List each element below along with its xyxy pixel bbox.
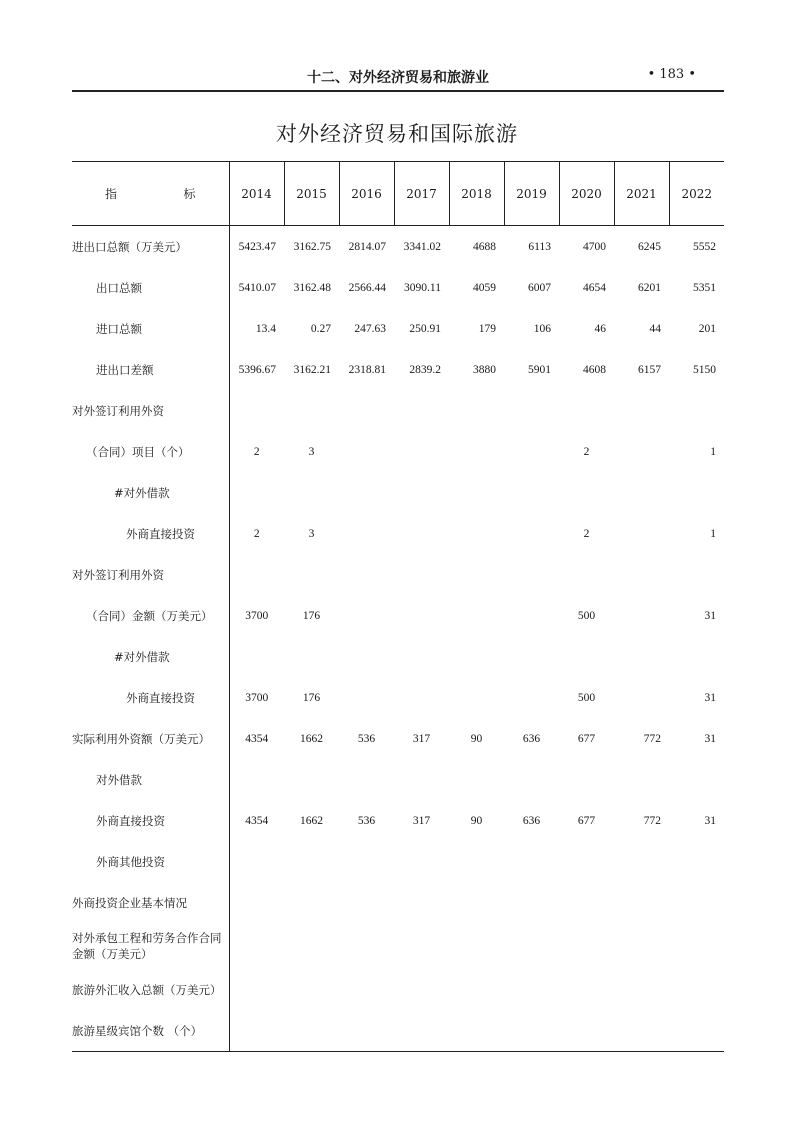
value-cell: [229, 472, 284, 513]
value-cell: [669, 841, 724, 882]
value-cell: 500: [577, 609, 596, 622]
value-cell: 3700: [245, 691, 269, 704]
value-cell: [669, 969, 724, 1010]
row-label: #对外借款: [72, 472, 229, 513]
value-cell: [284, 636, 339, 677]
value-cell: 0.27: [310, 322, 331, 335]
value-cell: [339, 969, 394, 1010]
value-cell: 4354: [245, 732, 269, 745]
value-cell: [669, 472, 724, 513]
value-cell: [394, 595, 449, 636]
value-cell: [394, 1010, 449, 1052]
value-cell: [284, 969, 339, 1010]
row-label: （合同）项目（个）: [72, 431, 229, 472]
value-cell: [339, 677, 394, 718]
value-cell: 3090.11: [404, 281, 441, 294]
value-cell: 6113: [528, 240, 551, 253]
value-cell: [504, 969, 559, 1010]
value-cell: 31: [704, 691, 716, 704]
value-cell: [504, 431, 559, 472]
table-row: [72, 554, 724, 595]
row-label: 外商直接投资: [72, 800, 229, 841]
value-cell: [394, 390, 449, 431]
value-cell: 6157: [638, 363, 661, 376]
value-cell: 44: [649, 322, 661, 335]
value-cell: [284, 472, 339, 513]
value-cell: [614, 759, 669, 800]
value-cell: 179: [478, 322, 496, 335]
value-cell: [449, 1010, 504, 1052]
value-cell: 31: [704, 609, 716, 622]
value-cell: [394, 431, 449, 472]
value-cell: 3880: [473, 363, 496, 376]
year-header: 2019: [504, 162, 559, 226]
row-label: 进出口总额（万美元）: [72, 226, 229, 268]
value-cell: [559, 882, 614, 923]
value-cell: [284, 390, 339, 431]
value-cell: [229, 554, 284, 595]
table-row: [72, 841, 724, 882]
value-cell: [559, 759, 614, 800]
table-row: [72, 472, 724, 513]
table-row: [72, 595, 724, 636]
row-label: 外商投资企业基本情况: [72, 882, 229, 923]
value-cell: 4654: [583, 281, 606, 294]
value-cell: [339, 595, 394, 636]
value-cell: [504, 636, 559, 677]
row-label: #对外借款: [72, 636, 229, 677]
document-title: 对外经济贸易和国际旅游: [276, 122, 518, 146]
value-cell: [669, 759, 724, 800]
value-cell: [669, 390, 724, 431]
table-body: [72, 226, 724, 1052]
table-row: [72, 1010, 724, 1052]
value-cell: [449, 677, 504, 718]
value-cell: 536: [357, 732, 376, 745]
row-label: 对外承包工程和劳务合作合同金额（万美元）: [72, 923, 229, 969]
value-cell: 5351: [693, 281, 716, 294]
value-cell: [614, 969, 669, 1010]
value-cell: [504, 882, 559, 923]
value-cell: [504, 513, 559, 554]
value-cell: 317: [412, 814, 431, 827]
value-cell: 3: [308, 445, 315, 458]
value-cell: [614, 554, 669, 595]
row-label: 旅游外汇收入总额（万美元）: [72, 969, 229, 1010]
value-cell: [339, 841, 394, 882]
value-cell: [339, 431, 394, 472]
table-row: [72, 969, 724, 1010]
value-cell: [229, 1010, 284, 1052]
value-cell: 2814.07: [348, 240, 386, 253]
value-cell: [504, 472, 559, 513]
value-cell: [614, 882, 669, 923]
value-cell: [284, 841, 339, 882]
value-cell: 4354: [245, 814, 269, 827]
table-row: [72, 636, 724, 677]
value-cell: 250.91: [409, 322, 441, 335]
value-cell: [394, 554, 449, 595]
value-cell: 4688: [473, 240, 496, 253]
value-cell: [559, 472, 614, 513]
value-cell: [394, 759, 449, 800]
value-cell: [559, 923, 614, 969]
value-cell: [284, 1010, 339, 1052]
table-row: [72, 677, 724, 718]
value-cell: 500: [577, 691, 596, 704]
value-cell: 46: [594, 322, 606, 335]
table-header-row: [72, 162, 724, 226]
value-cell: [504, 923, 559, 969]
table-row: [72, 923, 724, 969]
value-cell: 636: [522, 732, 541, 745]
value-cell: [614, 841, 669, 882]
table-row: [72, 882, 724, 923]
value-cell: [449, 923, 504, 969]
value-cell: 5410.07: [238, 281, 276, 294]
value-cell: [504, 1010, 559, 1052]
table-row: [72, 513, 724, 554]
trade-tourism-table: [72, 161, 724, 1052]
value-cell: [504, 759, 559, 800]
value-cell: 1662: [300, 732, 323, 745]
row-label: 旅游星级宾馆个数 （个）: [72, 1010, 229, 1052]
value-cell: 1: [710, 527, 716, 540]
value-cell: [394, 923, 449, 969]
value-cell: 3162.48: [293, 281, 331, 294]
value-cell: [504, 390, 559, 431]
value-cell: 772: [643, 814, 661, 827]
value-cell: 3700: [245, 609, 269, 622]
value-cell: 5552: [693, 240, 716, 253]
value-cell: [449, 969, 504, 1010]
page-number: • 183 •: [647, 67, 696, 82]
value-cell: [449, 390, 504, 431]
value-cell: [229, 882, 284, 923]
running-header: [72, 64, 724, 92]
value-cell: [559, 636, 614, 677]
value-cell: 176: [302, 609, 321, 622]
table-row: [72, 308, 724, 349]
value-cell: [339, 882, 394, 923]
value-cell: 4700: [583, 240, 606, 253]
value-cell: [504, 554, 559, 595]
value-cell: [394, 513, 449, 554]
value-cell: [229, 923, 284, 969]
value-cell: [449, 513, 504, 554]
indicator-header-char-1: 指: [105, 187, 118, 201]
value-cell: [449, 882, 504, 923]
value-cell: 3162.21: [293, 363, 331, 376]
value-cell: 677: [577, 732, 596, 745]
value-cell: [449, 595, 504, 636]
row-label: 出口总额: [72, 267, 229, 308]
value-cell: 90: [470, 814, 483, 827]
value-cell: 4608: [583, 363, 606, 376]
value-cell: [504, 595, 559, 636]
value-cell: [394, 969, 449, 1010]
value-cell: [614, 513, 669, 554]
value-cell: [559, 554, 614, 595]
value-cell: [284, 882, 339, 923]
table-row: [72, 390, 724, 431]
year-header: 2015: [284, 162, 339, 226]
table-row: [72, 349, 724, 390]
value-cell: [614, 923, 669, 969]
value-cell: [449, 841, 504, 882]
table-row: [72, 431, 724, 472]
value-cell: [559, 969, 614, 1010]
row-label: 进口总额: [72, 308, 229, 349]
value-cell: 106: [533, 322, 551, 335]
value-cell: [394, 636, 449, 677]
section-title: 十二、对外经济贸易和旅游业: [307, 70, 489, 86]
year-header: 2018: [449, 162, 504, 226]
value-cell: [614, 390, 669, 431]
value-cell: 6201: [638, 281, 661, 294]
value-cell: [669, 554, 724, 595]
value-cell: [339, 759, 394, 800]
value-cell: [504, 677, 559, 718]
value-cell: 5150: [693, 363, 716, 376]
value-cell: [394, 882, 449, 923]
value-cell: [394, 677, 449, 718]
value-cell: [229, 759, 284, 800]
value-cell: 5423.47: [238, 240, 276, 253]
value-cell: [339, 636, 394, 677]
value-cell: [504, 841, 559, 882]
value-cell: [669, 923, 724, 969]
row-label: 外商直接投资: [72, 677, 229, 718]
row-label: 对外借款: [72, 759, 229, 800]
value-cell: [394, 472, 449, 513]
row-label: 外商其他投资: [72, 841, 229, 882]
year-header: 2021: [614, 162, 669, 226]
value-cell: 2: [253, 527, 260, 540]
table-row: [72, 267, 724, 308]
year-header: 2020: [559, 162, 614, 226]
value-cell: [339, 554, 394, 595]
value-cell: [559, 841, 614, 882]
value-cell: 90: [470, 732, 483, 745]
table-row: [72, 800, 724, 841]
value-cell: 201: [698, 322, 716, 335]
year-header: 2014: [229, 162, 284, 226]
value-cell: 2: [583, 445, 590, 458]
row-label: 对外签订利用外资: [72, 390, 229, 431]
value-cell: 2318.81: [348, 363, 386, 376]
indicator-column-header: [72, 162, 229, 226]
row-label: 实际利用外资额（万美元）: [72, 718, 229, 759]
row-label: 外商直接投资: [72, 513, 229, 554]
value-cell: 13.4: [255, 322, 276, 335]
value-cell: 3341.02: [403, 240, 441, 253]
value-cell: 5396.67: [238, 363, 276, 376]
table-row: [72, 759, 724, 800]
value-cell: 4059: [473, 281, 496, 294]
value-cell: 772: [643, 732, 661, 745]
value-cell: [229, 636, 284, 677]
value-cell: [229, 969, 284, 1010]
value-cell: [229, 841, 284, 882]
value-cell: [449, 431, 504, 472]
value-cell: [339, 1010, 394, 1052]
value-cell: 1: [710, 445, 716, 458]
value-cell: 536: [357, 814, 376, 827]
indicator-header-char-2: 标: [183, 187, 196, 201]
value-cell: [614, 595, 669, 636]
value-cell: 2: [253, 445, 260, 458]
value-cell: [284, 759, 339, 800]
value-cell: 31: [704, 732, 716, 745]
value-cell: 3: [308, 527, 315, 540]
row-label: （合同）金额（万美元）: [72, 595, 229, 636]
value-cell: [339, 390, 394, 431]
value-cell: [394, 841, 449, 882]
value-cell: [284, 554, 339, 595]
value-cell: 317: [412, 732, 431, 745]
row-label: 对外签订利用外资: [72, 554, 229, 595]
value-cell: 677: [577, 814, 596, 827]
value-cell: [229, 390, 284, 431]
value-cell: [284, 923, 339, 969]
value-cell: [669, 1010, 724, 1052]
value-cell: [339, 923, 394, 969]
value-cell: 176: [302, 691, 321, 704]
year-header: 2016: [339, 162, 394, 226]
value-cell: [614, 472, 669, 513]
value-cell: 5901: [528, 363, 551, 376]
value-cell: [669, 636, 724, 677]
value-cell: [449, 472, 504, 513]
value-cell: 636: [522, 814, 541, 827]
value-cell: [614, 677, 669, 718]
table-row: [72, 226, 724, 268]
value-cell: 31: [704, 814, 716, 827]
value-cell: 2839.2: [409, 363, 441, 376]
value-cell: [449, 554, 504, 595]
value-cell: [614, 1010, 669, 1052]
value-cell: [669, 882, 724, 923]
value-cell: 6245: [638, 240, 661, 253]
value-cell: [559, 390, 614, 431]
value-cell: [449, 636, 504, 677]
value-cell: [614, 431, 669, 472]
value-cell: [339, 472, 394, 513]
value-cell: 2: [583, 527, 590, 540]
table-row: [72, 718, 724, 759]
value-cell: [339, 513, 394, 554]
year-header: 2022: [669, 162, 724, 226]
year-header: 2017: [394, 162, 449, 226]
value-cell: [559, 1010, 614, 1052]
value-cell: [449, 759, 504, 800]
value-cell: 3162.75: [293, 240, 331, 253]
value-cell: [614, 636, 669, 677]
value-cell: 1662: [300, 814, 323, 827]
row-label: 进出口差额: [72, 349, 229, 390]
value-cell: 247.63: [354, 322, 386, 335]
value-cell: 2566.44: [348, 281, 386, 294]
value-cell: 6007: [528, 281, 551, 294]
